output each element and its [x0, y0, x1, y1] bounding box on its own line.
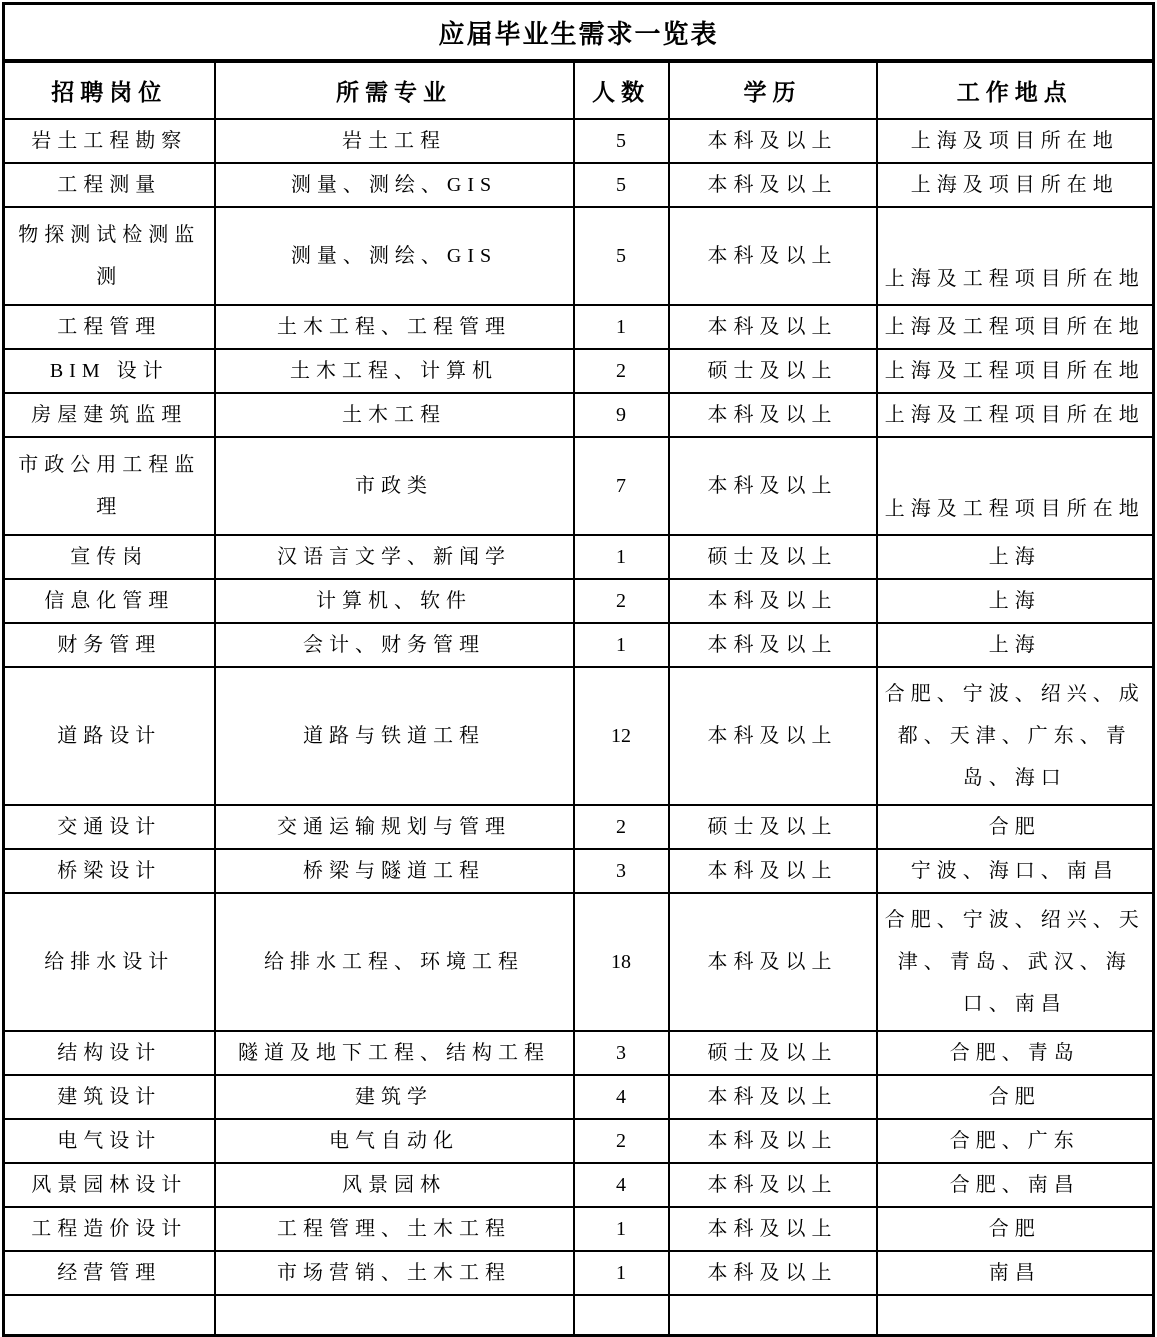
cell-count: 5	[574, 119, 669, 163]
cell-degree: 本科及以上	[669, 163, 877, 207]
cell-count: 5	[574, 207, 669, 305]
cell-position: 工程管理	[4, 305, 215, 349]
cell-major-empty	[215, 1295, 574, 1335]
table-row	[4, 1251, 1154, 1295]
cell-degree: 本科及以上	[669, 305, 877, 349]
cell-degree-empty	[669, 1295, 877, 1335]
cell-major: 岩土工程	[215, 119, 574, 163]
table-title: 应届毕业生需求一览表	[4, 4, 1154, 62]
cell-location: 合肥、宁波、绍兴、成都、天津、广东、青岛、海口	[877, 667, 1154, 805]
cell-position: 物探测试检测监测	[4, 207, 215, 305]
cell-location-empty	[877, 1295, 1154, 1335]
table-header-row	[4, 61, 1154, 119]
cell-count: 7	[574, 437, 669, 535]
table-row	[4, 623, 1154, 667]
cell-count: 2	[574, 349, 669, 393]
cell-location: 合肥、青岛	[877, 1031, 1154, 1075]
cell-major: 道路与铁道工程	[215, 667, 574, 805]
cell-major: 汉语言文学、新闻学	[215, 535, 574, 579]
cell-location: 上海及工程项目所在地	[877, 207, 1154, 305]
cell-position-empty	[4, 1295, 215, 1335]
table-row	[4, 437, 1154, 535]
cell-position: 经营管理	[4, 1251, 215, 1295]
cell-position: BIM 设计	[4, 349, 215, 393]
cell-location: 合肥	[877, 1075, 1154, 1119]
cell-count: 18	[574, 893, 669, 1031]
cell-major: 电气自动化	[215, 1119, 574, 1163]
document-page	[0, 2, 1157, 1293]
cell-count: 5	[574, 163, 669, 207]
column-header-major: 所需专业	[215, 61, 574, 119]
table-row	[4, 805, 1154, 849]
table-row-partial	[4, 1295, 1154, 1335]
table-row	[4, 119, 1154, 163]
cell-major: 市场营销、土木工程	[215, 1251, 574, 1295]
cell-location: 上海及项目所在地	[877, 119, 1154, 163]
cell-major: 风景园林	[215, 1163, 574, 1207]
cell-major: 会计、财务管理	[215, 623, 574, 667]
cell-position: 工程造价设计	[4, 1207, 215, 1251]
cell-degree: 本科及以上	[669, 623, 877, 667]
table-row	[4, 207, 1154, 305]
cell-location: 上海及工程项目所在地	[877, 305, 1154, 349]
cell-count: 3	[574, 1031, 669, 1075]
cell-position: 房屋建筑监理	[4, 393, 215, 437]
cell-major: 测量、测绘、GIS	[215, 207, 574, 305]
cell-count: 3	[574, 849, 669, 893]
cell-major: 给排水工程、环境工程	[215, 893, 574, 1031]
table-title-row	[4, 4, 1154, 62]
cell-major: 土木工程、计算机	[215, 349, 574, 393]
cell-position: 交通设计	[4, 805, 215, 849]
table-row	[4, 305, 1154, 349]
cell-position: 工程测量	[4, 163, 215, 207]
cell-position: 信息化管理	[4, 579, 215, 623]
table-row	[4, 1119, 1154, 1163]
cell-count: 2	[574, 805, 669, 849]
cell-count: 2	[574, 579, 669, 623]
cell-position: 结构设计	[4, 1031, 215, 1075]
cell-degree: 本科及以上	[669, 437, 877, 535]
graduate-demand-table	[2, 2, 1155, 1337]
cell-position: 建筑设计	[4, 1075, 215, 1119]
cell-major: 市政类	[215, 437, 574, 535]
cell-major: 土木工程	[215, 393, 574, 437]
column-header-degree: 学历	[669, 61, 877, 119]
table-row	[4, 349, 1154, 393]
cell-count: 4	[574, 1163, 669, 1207]
cell-location: 上海	[877, 623, 1154, 667]
column-header-location: 工作地点	[877, 61, 1154, 119]
cell-degree: 本科及以上	[669, 1251, 877, 1295]
cell-degree: 硕士及以上	[669, 1031, 877, 1075]
cell-position: 给排水设计	[4, 893, 215, 1031]
cell-count: 1	[574, 1251, 669, 1295]
cell-location: 宁波、海口、南昌	[877, 849, 1154, 893]
cell-major: 土木工程、工程管理	[215, 305, 574, 349]
cell-position: 宣传岗	[4, 535, 215, 579]
cell-degree: 本科及以上	[669, 1207, 877, 1251]
cell-position: 电气设计	[4, 1119, 215, 1163]
cell-degree: 硕士及以上	[669, 805, 877, 849]
cell-position: 桥梁设计	[4, 849, 215, 893]
cell-degree: 本科及以上	[669, 893, 877, 1031]
cell-degree: 本科及以上	[669, 207, 877, 305]
cell-count: 1	[574, 1207, 669, 1251]
cell-location: 上海及工程项目所在地	[877, 437, 1154, 535]
table-row	[4, 667, 1154, 805]
cell-location: 合肥	[877, 1207, 1154, 1251]
cell-location: 合肥、宁波、绍兴、天津、青岛、武汉、海口、南昌	[877, 893, 1154, 1031]
column-header-position: 招聘岗位	[4, 61, 215, 119]
cell-location: 上海及工程项目所在地	[877, 349, 1154, 393]
cell-count: 9	[574, 393, 669, 437]
cell-location: 上海及工程项目所在地	[877, 393, 1154, 437]
cell-position: 财务管理	[4, 623, 215, 667]
cell-location: 合肥、广东	[877, 1119, 1154, 1163]
cell-degree: 本科及以上	[669, 667, 877, 805]
cell-count-empty	[574, 1295, 669, 1335]
cell-count: 1	[574, 623, 669, 667]
table-row	[4, 1163, 1154, 1207]
table-row	[4, 535, 1154, 579]
column-header-count: 人数	[574, 61, 669, 119]
table-row	[4, 893, 1154, 1031]
cell-position: 岩土工程勘察	[4, 119, 215, 163]
cell-degree: 硕士及以上	[669, 349, 877, 393]
cell-location: 合肥	[877, 805, 1154, 849]
cell-degree: 本科及以上	[669, 393, 877, 437]
cell-location: 合肥、南昌	[877, 1163, 1154, 1207]
cell-position: 道路设计	[4, 667, 215, 805]
table-row	[4, 849, 1154, 893]
table-row	[4, 579, 1154, 623]
cell-degree: 本科及以上	[669, 1075, 877, 1119]
cell-degree: 硕士及以上	[669, 535, 877, 579]
cell-degree: 本科及以上	[669, 849, 877, 893]
cell-degree: 本科及以上	[669, 579, 877, 623]
table-row	[4, 163, 1154, 207]
cell-degree: 本科及以上	[669, 1119, 877, 1163]
table-row	[4, 1031, 1154, 1075]
cell-location: 南昌	[877, 1251, 1154, 1295]
cell-major: 隧道及地下工程、结构工程	[215, 1031, 574, 1075]
table-row	[4, 393, 1154, 437]
cell-count: 4	[574, 1075, 669, 1119]
table-row	[4, 1075, 1154, 1119]
cell-location: 上海	[877, 535, 1154, 579]
cell-location: 上海及项目所在地	[877, 163, 1154, 207]
cell-count: 1	[574, 305, 669, 349]
cell-major: 交通运输规划与管理	[215, 805, 574, 849]
cell-location: 上海	[877, 579, 1154, 623]
cell-major: 测量、测绘、GIS	[215, 163, 574, 207]
table-row	[4, 1207, 1154, 1251]
cell-position: 市政公用工程监理	[4, 437, 215, 535]
cell-major: 桥梁与隧道工程	[215, 849, 574, 893]
cell-count: 2	[574, 1119, 669, 1163]
cell-major: 工程管理、土木工程	[215, 1207, 574, 1251]
cell-major: 建筑学	[215, 1075, 574, 1119]
cell-degree: 本科及以上	[669, 1163, 877, 1207]
cell-count: 1	[574, 535, 669, 579]
cell-major: 计算机、软件	[215, 579, 574, 623]
cell-position: 风景园林设计	[4, 1163, 215, 1207]
cell-count: 12	[574, 667, 669, 805]
cell-degree: 本科及以上	[669, 119, 877, 163]
